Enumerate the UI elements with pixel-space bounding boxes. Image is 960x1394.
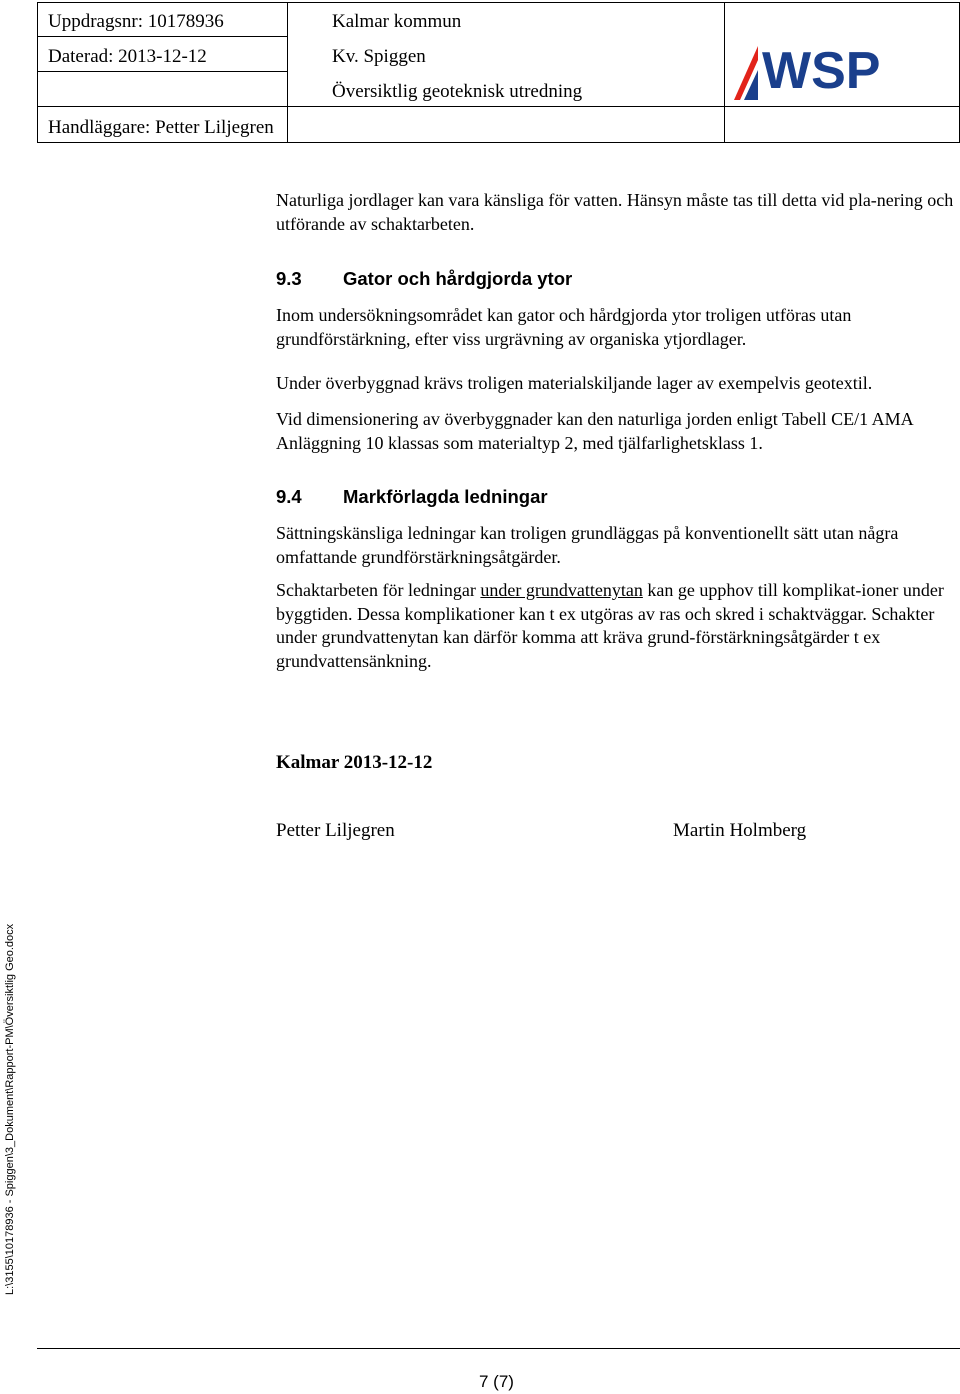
section-heading-9-4 xyxy=(276,488,548,507)
wsp-logo-text: WSP xyxy=(762,42,881,100)
file-path: L:\3155\10178936 - Spiggen\3_Dokument\Rapport-PM\Översiktlig Geo.docx xyxy=(4,923,16,1295)
wsp-logo xyxy=(732,40,922,104)
section-title: Markförlagda ledningar xyxy=(343,486,548,507)
signatory-1: Petter Liljegren xyxy=(276,820,395,841)
client-name: Kalmar kommun xyxy=(332,11,462,32)
section-9-3-paragraph-2: Under överbyggnad krävs troligen materialskiljande lager av exempelvis geotextil. xyxy=(276,373,873,393)
paragraph-text: Schaktarbeten för ledningar xyxy=(276,580,481,600)
header-divider xyxy=(38,106,959,107)
section-number: 9.4 xyxy=(276,486,302,507)
intro-paragraph: Naturliga jordlager kan vara känsliga för vatten. Hänsyn måste tas till detta vid pla-nering och utförande av schaktarbeten. xyxy=(276,190,954,234)
header-divider xyxy=(724,3,725,142)
handler: Handläggare: Petter Liljegren xyxy=(48,117,274,138)
section-9-3-paragraph-1: Inom undersökningsområdet kan gator och hårdgjorda ytor troligen utföras utan grundförstärkning, efter viss urgrävning av organiska ytjordlager. xyxy=(276,305,852,349)
section-number: 9.3 xyxy=(276,268,302,289)
project-number: Uppdragsnr: 10178936 xyxy=(48,11,224,32)
header-divider xyxy=(38,36,287,37)
signatory-2: Martin Holmberg xyxy=(673,820,807,841)
place-and-date: Kalmar 2013-12-12 xyxy=(276,752,433,773)
footer-divider xyxy=(37,1348,960,1349)
section-9-4-paragraph-2 xyxy=(276,579,956,673)
header-divider xyxy=(287,3,288,142)
header-divider xyxy=(38,71,287,72)
page-number: 7 (7) xyxy=(479,1372,514,1391)
document-date: Daterad: 2013-12-12 xyxy=(48,46,207,67)
section-title: Gator och hårdgjorda ytor xyxy=(343,268,573,289)
site-name: Kv. Spiggen xyxy=(332,46,426,67)
section-9-4-paragraph-1: Sättningskänsliga ledningar kan troligen grundläggas på konventionellt sätt utan några omfattande grundförstärkningsåtgärder. xyxy=(276,523,899,567)
section-heading-9-3 xyxy=(276,270,572,289)
underlined-text: under grundvattenytan xyxy=(480,580,643,600)
report-title: Översiktlig geoteknisk utredning xyxy=(332,81,583,102)
paragraph-text: kan ge upphov till komplikat-ioner under byggtiden. Dessa komplikationer kan t ex utgöras av ras och skred i schaktväggar. Schakter under grundvattenytan kan därför komma att kräva grund-förstärkningsåtgärder t ex grundvattensänkning. xyxy=(276,580,944,671)
section-9-3-paragraph-3: Vid dimensionering av överbyggnader kan den naturliga jorden enligt Tabell CE/1 AMA Anläggning 10 klassas som materialtyp 2, med tjälfarlighetsklass 1. xyxy=(276,409,913,453)
